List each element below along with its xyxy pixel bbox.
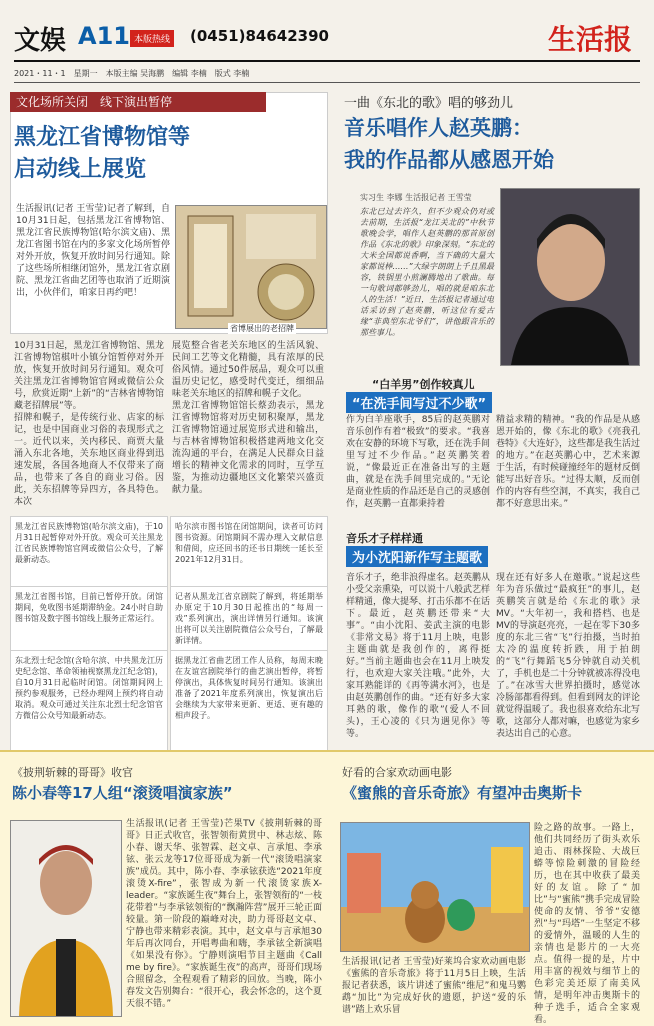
museum-headline[interactable] [14,122,314,186]
museum-body-col2 [172,340,324,512]
museum-headline-line1: 黑龙江省博物馆等 [14,125,191,150]
singer-photo [500,188,640,366]
singer-subhead-2: 音乐才子样样通 [346,532,423,545]
notice-provincial-library: 黑龙江省图书馆，目前已暂停开放。闭馆期间，免收图书延期滞纳金。24小时自助图书馆及数字图书馆线上服务正常运行。 [10,586,168,652]
chen-headline[interactable]: 陈小春等17人组“滚烫唱演家族” [12,784,233,802]
notice-quyi-troupe: 据黑龙江省曲艺团工作人员称，每周末晚在友谊宫剧院举行的曲艺演出暂停，将暂停演出，具体恢复时间另行通知。该演出准备了2021年度系列演出，恢复演出后会继续为大家带来更新、更适、更有趣的相声段子。 [170,650,328,752]
hotline-label: 本版热线 [130,30,174,47]
header-rule [14,60,640,62]
meta-rule [14,82,640,83]
bears-kicker: 好看的合家欢动画电影 [342,766,452,779]
bears-body-col1: 生活报讯(记者 王雪莹)好莱坞合家欢动画电影《蜜熊的音乐奇旅》将于11月5日上映，生活报记者获悉，该片讲述了蜜熊“维尼”和鬼马鹦鹉“加比”为完成好伙的遗愿，护送“爱的乐谱”踏上欢乐冒 [342,957,526,1015]
chen-xiaochun-photo [10,820,122,1017]
bears-body-col2: 险之路的故事。一路上，他们共同经历了街头欢乐追击、雨林探险、大战巨蟒等惊险刺激的冒险经历，也在其中收获了最美好的友谊。除了“加比”与“蜜熊”携手完成冒险使命的友情、爷爷“安德烈”与“玛塔”一生坚定不移的爱情外，温暖的人生的亲情也是影片的一大亮点。值得一提的是，片中用丰富的视效与细节上的色彩完美还原了南美风情，是明年冲击奥斯卡的种子选手，适合全家观看。 [534,823,640,1025]
singer-body-col3: 音乐才子，绝非浪得虚名。赵英鹏从小受父亲熏染，可以说十八般武艺样样精通，像大提琴、打击乐都不在话下。最近，赵英鹏还带来“大事”。“由小沈阳、姜武主演的电影《非常文易》将于11月上映，电影主题曲就是我创作的，离得挺好。”当前主题曲也会在11月上映发行，也欢迎大家关注哦。”此外，大家耳熟能详的《再等满水河》，也是由赵英鹏创作的曲。“还有好多大家耳熟的歌，像作的歌”(爱人不回头)，王心凌的《只为遇见你》等等。 [346,573,491,739]
singer-headline[interactable] [344,112,644,176]
museum-headline-line2: 启动线上展览 [14,157,147,182]
hotline-number: (0451)84642390 [190,27,329,45]
singer-body-col1: 作为白羊座歌手，85后的赵英鹏对音乐创作有着“极致”的要求。“我喜欢在安静的环境下写歌，还在洗手间里写过不少作品。”赵英鹏笑着说，“像最近正在准备出写的主题曲，就是在洗手间里完成的。”无论是商业性质的作品还是自己的灵感创作，赵英鹏一直都秉持着 [346,415,491,509]
section-title: 文娱 [14,26,67,56]
singer-body-col2: 精益求精的精神。“我的作品是从感恩开始的，像《东北的歌》《亮我孔巷特》《大连好》，这些都是我生活过的地方。”在赵英鹏心中，艺术来源于生活，有时候碰撞经年的题材反倒能写出好音乐。“过得太顺，反而创作的内容有些空洞，不真实，我自己都不好意思出来。” [496,415,641,509]
photo-caption: 省博展出的老招牌 [230,324,294,333]
page-number: A11 [78,22,130,50]
singer-body-col4: 现在还有好多人在邀歌。”说起这些年为音乐做过“最疯狂”的事儿，赵英鹏笑言就是给《东北的歌》录MV。“大年初一，我和搭档、也是MV的导演赵亮亮，一起在零下30多度的东北三省“飞”行拍摄，当时拍太冷的温度转折跌，用于拍朗的“飞”行舞蹈飞5分钟就自动关机了，手机也是二十分钟就被冻得没电了。”在冰雪大世界拍摄时，感觉冰冷肠部都看得到。但看到网友的评论就觉得温暖了。我也很喜欢给东北写歌，这部分人都对嘛，也感觉为家乡表达出自己的心意。 [496,573,641,739]
museum-body-p1: 10月31日起，黑龙江省博物馆、黑龙江省博物馆棋叶小镇分馆暂停对外开放，恢复开放时间另行通知。观众可关注黑龙江省博物馆官网或微信公众号，欣赏近期“上新”的“吉林省博物馆藏老招牌展”等。 [14,341,164,411]
museum-body-p2: 招牌和幌子，是传统行业、店家的标记，也是中国商业习俗的表现形式之一。近代以来，关内移民、商贾大量涌入东北各地，关东地区商业得到迅速发展，各国各地商人不仅带来了商品，也带来了各自的商业习俗。因此，关东招牌等异四方，各具特色。本次 [14,413,164,507]
newspaper-logo: 生活报 [548,23,633,56]
singer-byline: 实习生 李娜 生活报记者 王雪莹 [360,193,472,202]
singer-tag-2: 为小沈阳新作写主题歌 [346,546,488,567]
movie-still-photo [340,822,530,952]
bears-headline[interactable]: 《蜜熊的音乐奇旅》有望冲击奥斯卡 [342,784,583,802]
singer-portrait [501,189,639,365]
chen-body: 生活报讯(记者 王雪莹)芒果TV《披荆斩棘的哥哥》日正式收官，张智领衔黄贯中、林志炫、陈小春、谢天华、张智霖、赵文卓、言承旭、李承铉、张云龙等17位哥哥成为新一代“滚烫唱演家族”成员。其中，陈小春、李承铉获选“2021年度滚烫X-fire”，张智成为新一代滚烫家族X-leader。“家族诞生夜”舞台上，张智领衔的“一枝花带着”与李承铉领衔的“飘瀚阵营”展开三轮正面较量。第一阶段的巅峰对决，助力哥哥赵文卓、宁静也带来精彩表演。其中，赵文卓与言承旭30年后再次同台，开唱粤曲和嗨，李承铉全新演唱《如果没有你》。宁静则演唱节目主题曲《Call me by fire》。“家族诞生夜”的高声，哥哥们现场合照留念，全程观看了精彩的回放。当晚，陈小春发文告别舞台：“很开心，我会怀念的，这个夏天很不错。” [126,819,322,1009]
singer-kicker: 一曲《东北的歌》唱的够劲儿 [344,96,514,111]
singer-lead: 东北已过去许久，但不少观众仍对或去前期，生活报“龙江关北的”中秋节歌晚会学，唱作人赵英鹏的那首原创作品《东北的歌》印象深刻。“东北的大米全国都说香啊，当下确的大量大家都说棒……”大绿字朗朗上千且黑最容，铁锅里小煎澜腾地出了歌曲。每一句歌词都够劲儿，唱的就是咱东北人的生活！”近日，生活报记者通过电话采访到了赵英鹏，听这位有爱古缘“非典型东北爷们”，讲他跟音乐的那些事儿。 [360,207,494,337]
notice-martyrs-museum: 东北烈士纪念馆(含哈尔滨、中共黑龙江历史纪念馆、革命领袖视察黑龙江纪念馆)，自10月31日起临时闭馆。闭馆期间网上预约参观服务，已经办理网上预约将自动取消。观众可通过关注东北烈士纪念馆官方微信公众号知最新动态。 [10,650,168,752]
issue-meta: 2021・11・1 星期一 本版主编 吴海鹏 编辑 李楠 版式 李楠 [14,69,250,78]
singer-headline-line2: 我的作品都从感恩开始 [344,148,554,172]
museum-body-p4: 黑龙江省博物馆馆长蔡劲表示，黑龙江省博物馆将对历史韧积聚厚，黑龙江省博物馆通过展览形式进和输出，与吉林省博物馆积极搭建两地文化交流沟通的平台，在满足人民群众日益增长的精神文化需求的同时，互学互鉴，为推动边疆地区文化繁荣兴盛贡献力量。 [172,401,324,495]
museum-lead: 生活报讯(记者 王雪莹)记者了解到，自10月31日起，包括黑龙江省博物馆、黑龙江省民族博物馆(哈尔滨文庙)、黑龙江省图书馆在内的多家文化场所暂停对外开放，恢复开放时间另行通知。除了这些场所相继闭馆外，黑龙江省京剧院、黑龙江省曲艺团等也取消了近期演出，小伙伴们，咱家日再约吧！ [16,204,170,298]
singer-subhead-1: “白羊男”创作较真儿 [372,378,475,391]
chen-portrait [11,821,121,1016]
movie-still [341,823,529,951]
museum-kicker: 文化场所关闭 线下演出暂停 [10,92,266,112]
singer-headline-line1: 音乐唱作人赵英鹏： [344,116,533,140]
chen-kicker: 《披荆斩棘的哥哥》收官 [12,766,133,779]
singer-tag-1: “在洗手间写过不少歌” [346,392,492,413]
notice-ethnic-museum: 黑龙江省民族博物馆(哈尔滨文庙)，于10月31日起暂停对外开放。观众可关注黑龙江省民族博物馆官网或微信公众号，了解最新动态。 [10,516,168,588]
notice-peking-opera: 记者从黑龙江省京剧院了解到，将延期举办原定于10月30日起推出的“每周一戏”系列演出，演出详情另行通知。该演出将可以关注剧院微信公众号台，了解最新详情。 [170,586,328,652]
museum-body-col1 [14,340,164,512]
notice-harbin-library: 哈尔滨市图书馆在闭馆期间，读者可访问图书资源。闭馆期间不需办理入文献信息和借阅，应还回书的还书日期统一延长至2021年12月31日。 [170,516,328,588]
museum-body-p3: 展览整合省老关东地区的生活风貌、民间工艺等文化精髓，具有浓厚的民俗风情。通过50件展品，观众可以重温历史记忆，感受时代变迁，细细品味老关东地区的招牌和幌子文化。 [172,341,324,399]
signboard-image [176,206,326,328]
museum-signboard-photo [175,205,327,329]
